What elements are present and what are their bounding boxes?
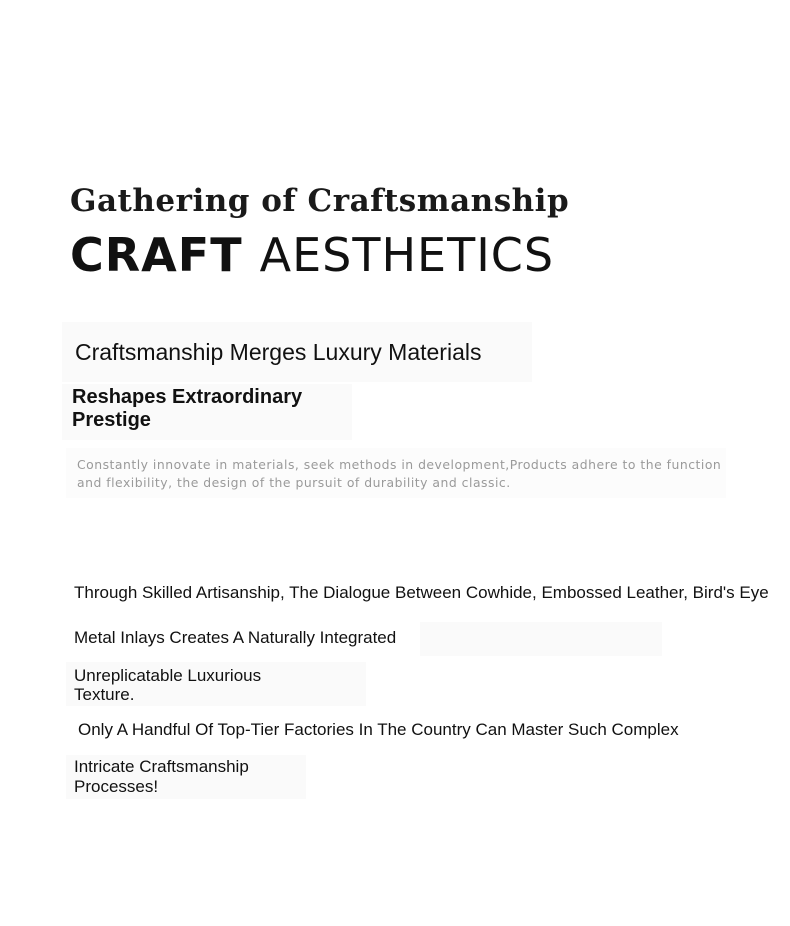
intro-description: Constantly innovate in materials, seek methods in development,Products adhere to the function and flexibility, the design of the pursuit of durability and classic. bbox=[77, 457, 722, 490]
body-line-1: Through Skilled Artisanship, The Dialogue Between Cowhide, Embossed Leather, Bird's Eye bbox=[74, 583, 769, 602]
body-line-3: Unreplicatable Luxurious Texture. bbox=[74, 666, 262, 704]
title-light: AESTHETICS bbox=[259, 228, 555, 282]
section-kicker: Gathering of Craftsmanship bbox=[70, 183, 570, 219]
line2-band bbox=[420, 622, 662, 656]
body-line-5: Intricate Craftsmanship Processes! bbox=[74, 757, 249, 796]
body-line-2: Metal Inlays Creates A Naturally Integrated bbox=[74, 628, 397, 647]
intro-subheading: Reshapes Extraordinary Prestige bbox=[72, 386, 303, 431]
intro-heading: Craftsmanship Merges Luxury Materials bbox=[75, 339, 482, 365]
body-line-4: Only A Handful Of Top-Tier Factories In The Country Can Master Such Complex bbox=[78, 720, 679, 739]
title-bold: CRAFT bbox=[70, 228, 243, 282]
page-title bbox=[70, 226, 554, 284]
